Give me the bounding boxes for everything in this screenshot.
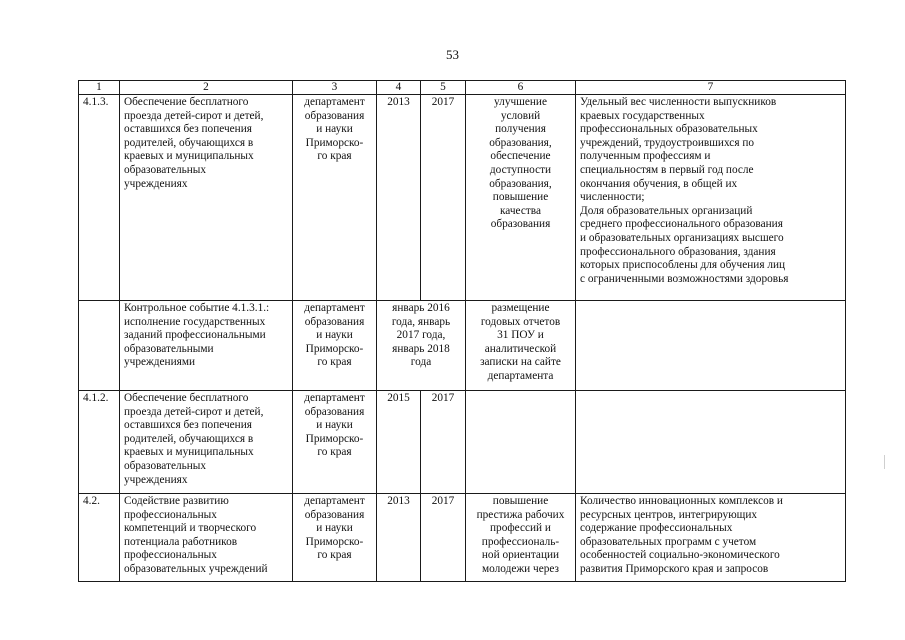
header-cell: 5 bbox=[421, 81, 466, 95]
expected-result: повышение престижа рабочих профессий и профессиональ- ной ориентации молодежи через bbox=[466, 494, 576, 582]
end-year: 2017 bbox=[421, 95, 466, 301]
row-code: 4.1.2. bbox=[79, 391, 120, 494]
executor: департамент образования и науки Приморско- го края bbox=[293, 301, 377, 391]
measure-name: Обеспечение бесплатного проезда детей-сирот и детей, оставшихся без попечения родителей, обучающихся в краевых и муниципальных образовательных учреждениях bbox=[120, 95, 293, 301]
indicator bbox=[576, 301, 846, 391]
indicator: Удельный вес численности выпускников краевых государственных профессиональных образовательных учреждений, трудоустроившихся по полученным профессиям и специальностям в первый год после окончания обучения, в общей их численности; Доля образовательных организаций среднего профессионального образования и образовательных организациях высшего профессионального образования, здания которых приспособлены для обучения лиц с ограниченными возможностями здоровья bbox=[576, 95, 846, 301]
measure-name: Контрольное событие 4.1.3.1.: исполнение государственных заданий профессиональными образовательными учреждениями bbox=[120, 301, 293, 391]
header-cell: 6 bbox=[466, 81, 576, 95]
header-cell: 7 bbox=[576, 81, 846, 95]
end-year: 2017 bbox=[421, 391, 466, 494]
executor: департамент образования и науки Приморско- го края bbox=[293, 391, 377, 494]
header-row bbox=[79, 81, 846, 95]
indicator: Количество инновационных комплексов и ресурсных центров, интегрирующих содержание профессиональных образовательных программ с учетом особенностей социально-экономического развития Приморского края и запросов bbox=[576, 494, 846, 582]
table-row bbox=[79, 301, 846, 391]
row-code bbox=[79, 301, 120, 391]
measures-table bbox=[78, 80, 846, 582]
executor: департамент образования и науки Приморско- го края bbox=[293, 95, 377, 301]
header-cell: 2 bbox=[120, 81, 293, 95]
end-year: 2017 bbox=[421, 494, 466, 582]
start-year: 2013 bbox=[377, 95, 421, 301]
start-year: 2013 bbox=[377, 494, 421, 582]
measure-name: Содействие развитию профессиональных компетенций и творческого потенциала работников профессиональных образовательных учреждений bbox=[120, 494, 293, 582]
table-row bbox=[79, 95, 846, 301]
indicator bbox=[576, 391, 846, 494]
expected-result: улучшение условий получения образования, обеспечение доступности образования, повышение качества образования bbox=[466, 95, 576, 301]
header-cell: 3 bbox=[293, 81, 377, 95]
executor: департамент образования и науки Приморско- го края bbox=[293, 494, 377, 582]
scan-edge-mark bbox=[884, 455, 885, 469]
page-number: 53 bbox=[446, 47, 459, 62]
row-code: 4.1.3. bbox=[79, 95, 120, 301]
header-cell: 1 bbox=[79, 81, 120, 95]
header-cell: 4 bbox=[377, 81, 421, 95]
expected-result bbox=[466, 391, 576, 494]
period: январь 2016 года, январь 2017 года, январь 2018 года bbox=[377, 301, 466, 391]
measure-name: Обеспечение бесплатного проезда детей-сирот и детей, оставшихся без попечения родителей, обучающихся в краевых и муниципальных образовательных учреждениях bbox=[120, 391, 293, 494]
start-year: 2015 bbox=[377, 391, 421, 494]
table-row bbox=[79, 391, 846, 494]
row-code: 4.2. bbox=[79, 494, 120, 582]
table-row bbox=[79, 494, 846, 582]
expected-result: размещение годовых отчетов 31 ПОУ и аналитической записки на сайте департамента bbox=[466, 301, 576, 391]
